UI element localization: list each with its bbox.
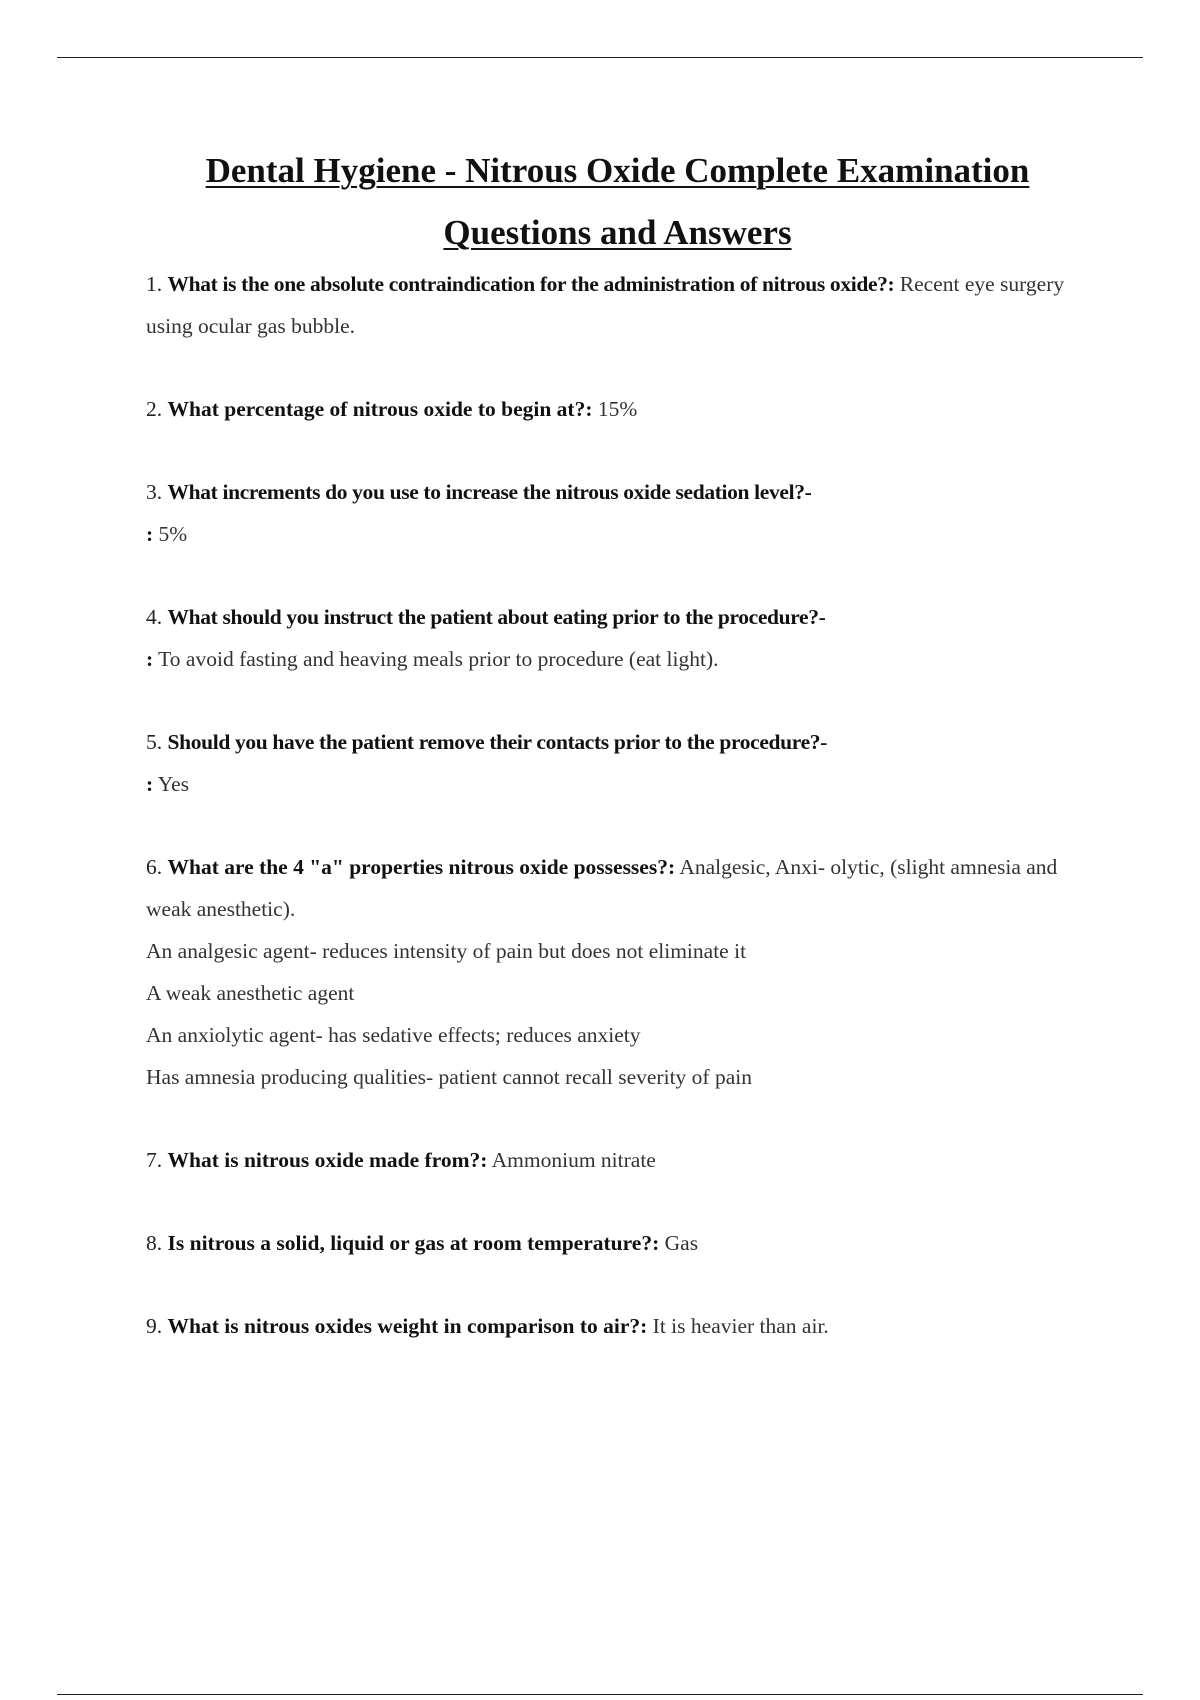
qa-separator: : bbox=[146, 647, 154, 671]
qa-item-9 bbox=[146, 1305, 1086, 1347]
qa-item-1 bbox=[146, 263, 1086, 347]
qa-number: 4. bbox=[146, 605, 163, 629]
qa-item-4 bbox=[146, 596, 1086, 680]
qa-number: 9. bbox=[146, 1314, 163, 1338]
qa-item-3 bbox=[146, 471, 1086, 555]
qa-question: Is nitrous a solid, liquid or gas at room temperature?: bbox=[167, 1231, 660, 1255]
qa-answer: Analgesic, Anxi- olytic, (slight amnesia and weak anesthetic). bbox=[146, 855, 1058, 921]
qa-answer: Ammonium nitrate bbox=[491, 1148, 656, 1172]
qa-answer: Yes bbox=[157, 772, 190, 796]
qa-detail-line: A weak anesthetic agent bbox=[146, 981, 355, 1005]
qa-number: 1. bbox=[146, 272, 163, 296]
qa-detail-line: An anxiolytic agent- has sedative effects; reduces anxiety bbox=[146, 1023, 641, 1047]
qa-detail-line: Has amnesia producing qualities- patient cannot recall severity of pain bbox=[146, 1065, 752, 1089]
qa-answer: 15% bbox=[597, 397, 638, 421]
title-line-1: Dental Hygiene - Nitrous Oxide Complete Examination bbox=[205, 151, 1030, 190]
qa-number: 6. bbox=[146, 855, 163, 879]
qa-separator: : bbox=[146, 772, 154, 796]
qa-number: 7. bbox=[146, 1148, 163, 1172]
qa-item-5 bbox=[146, 721, 1086, 805]
qa-separator: : bbox=[146, 522, 154, 546]
document-title bbox=[150, 140, 1085, 264]
qa-question: What is nitrous oxides weight in comparison to air?: bbox=[167, 1314, 648, 1338]
qa-question: What should you instruct the patient about eating prior to the procedure?- bbox=[167, 605, 826, 629]
qa-number: 8. bbox=[146, 1231, 163, 1255]
qa-number: 2. bbox=[146, 397, 163, 421]
qa-question: What is the one absolute contraindication for the administration of nitrous oxide?: bbox=[167, 272, 895, 296]
qa-item-8 bbox=[146, 1222, 1086, 1264]
qa-item-7 bbox=[146, 1139, 1086, 1181]
qa-answer: It is heavier than air. bbox=[652, 1314, 829, 1338]
qa-list bbox=[146, 263, 1086, 1388]
qa-answer: 5% bbox=[158, 522, 188, 546]
qa-question: What is nitrous oxide made from?: bbox=[167, 1148, 488, 1172]
qa-question: What percentage of nitrous oxide to begin at?: bbox=[167, 397, 593, 421]
qa-number: 3. bbox=[146, 480, 163, 504]
qa-item-6 bbox=[146, 846, 1086, 1098]
qa-number: 5. bbox=[146, 730, 163, 754]
qa-item-2 bbox=[146, 388, 1086, 430]
qa-detail-line: An analgesic agent- reduces intensity of pain but does not eliminate it bbox=[146, 939, 747, 963]
top-rule bbox=[57, 57, 1143, 58]
qa-question: Should you have the patient remove their contacts prior to the procedure?- bbox=[167, 730, 827, 754]
bottom-rule bbox=[57, 1694, 1143, 1695]
qa-answer: Gas bbox=[664, 1231, 699, 1255]
qa-question: What are the 4 "a" properties nitrous oxide possesses?: bbox=[167, 855, 676, 879]
qa-answer: Recent eye surgery using ocular gas bubble. bbox=[146, 272, 1065, 338]
title-line-2: Questions and Answers bbox=[443, 213, 792, 252]
qa-question: What increments do you use to increase the nitrous oxide sedation level?- bbox=[167, 480, 812, 504]
qa-answer: To avoid fasting and heaving meals prior to procedure (eat light). bbox=[158, 647, 719, 671]
